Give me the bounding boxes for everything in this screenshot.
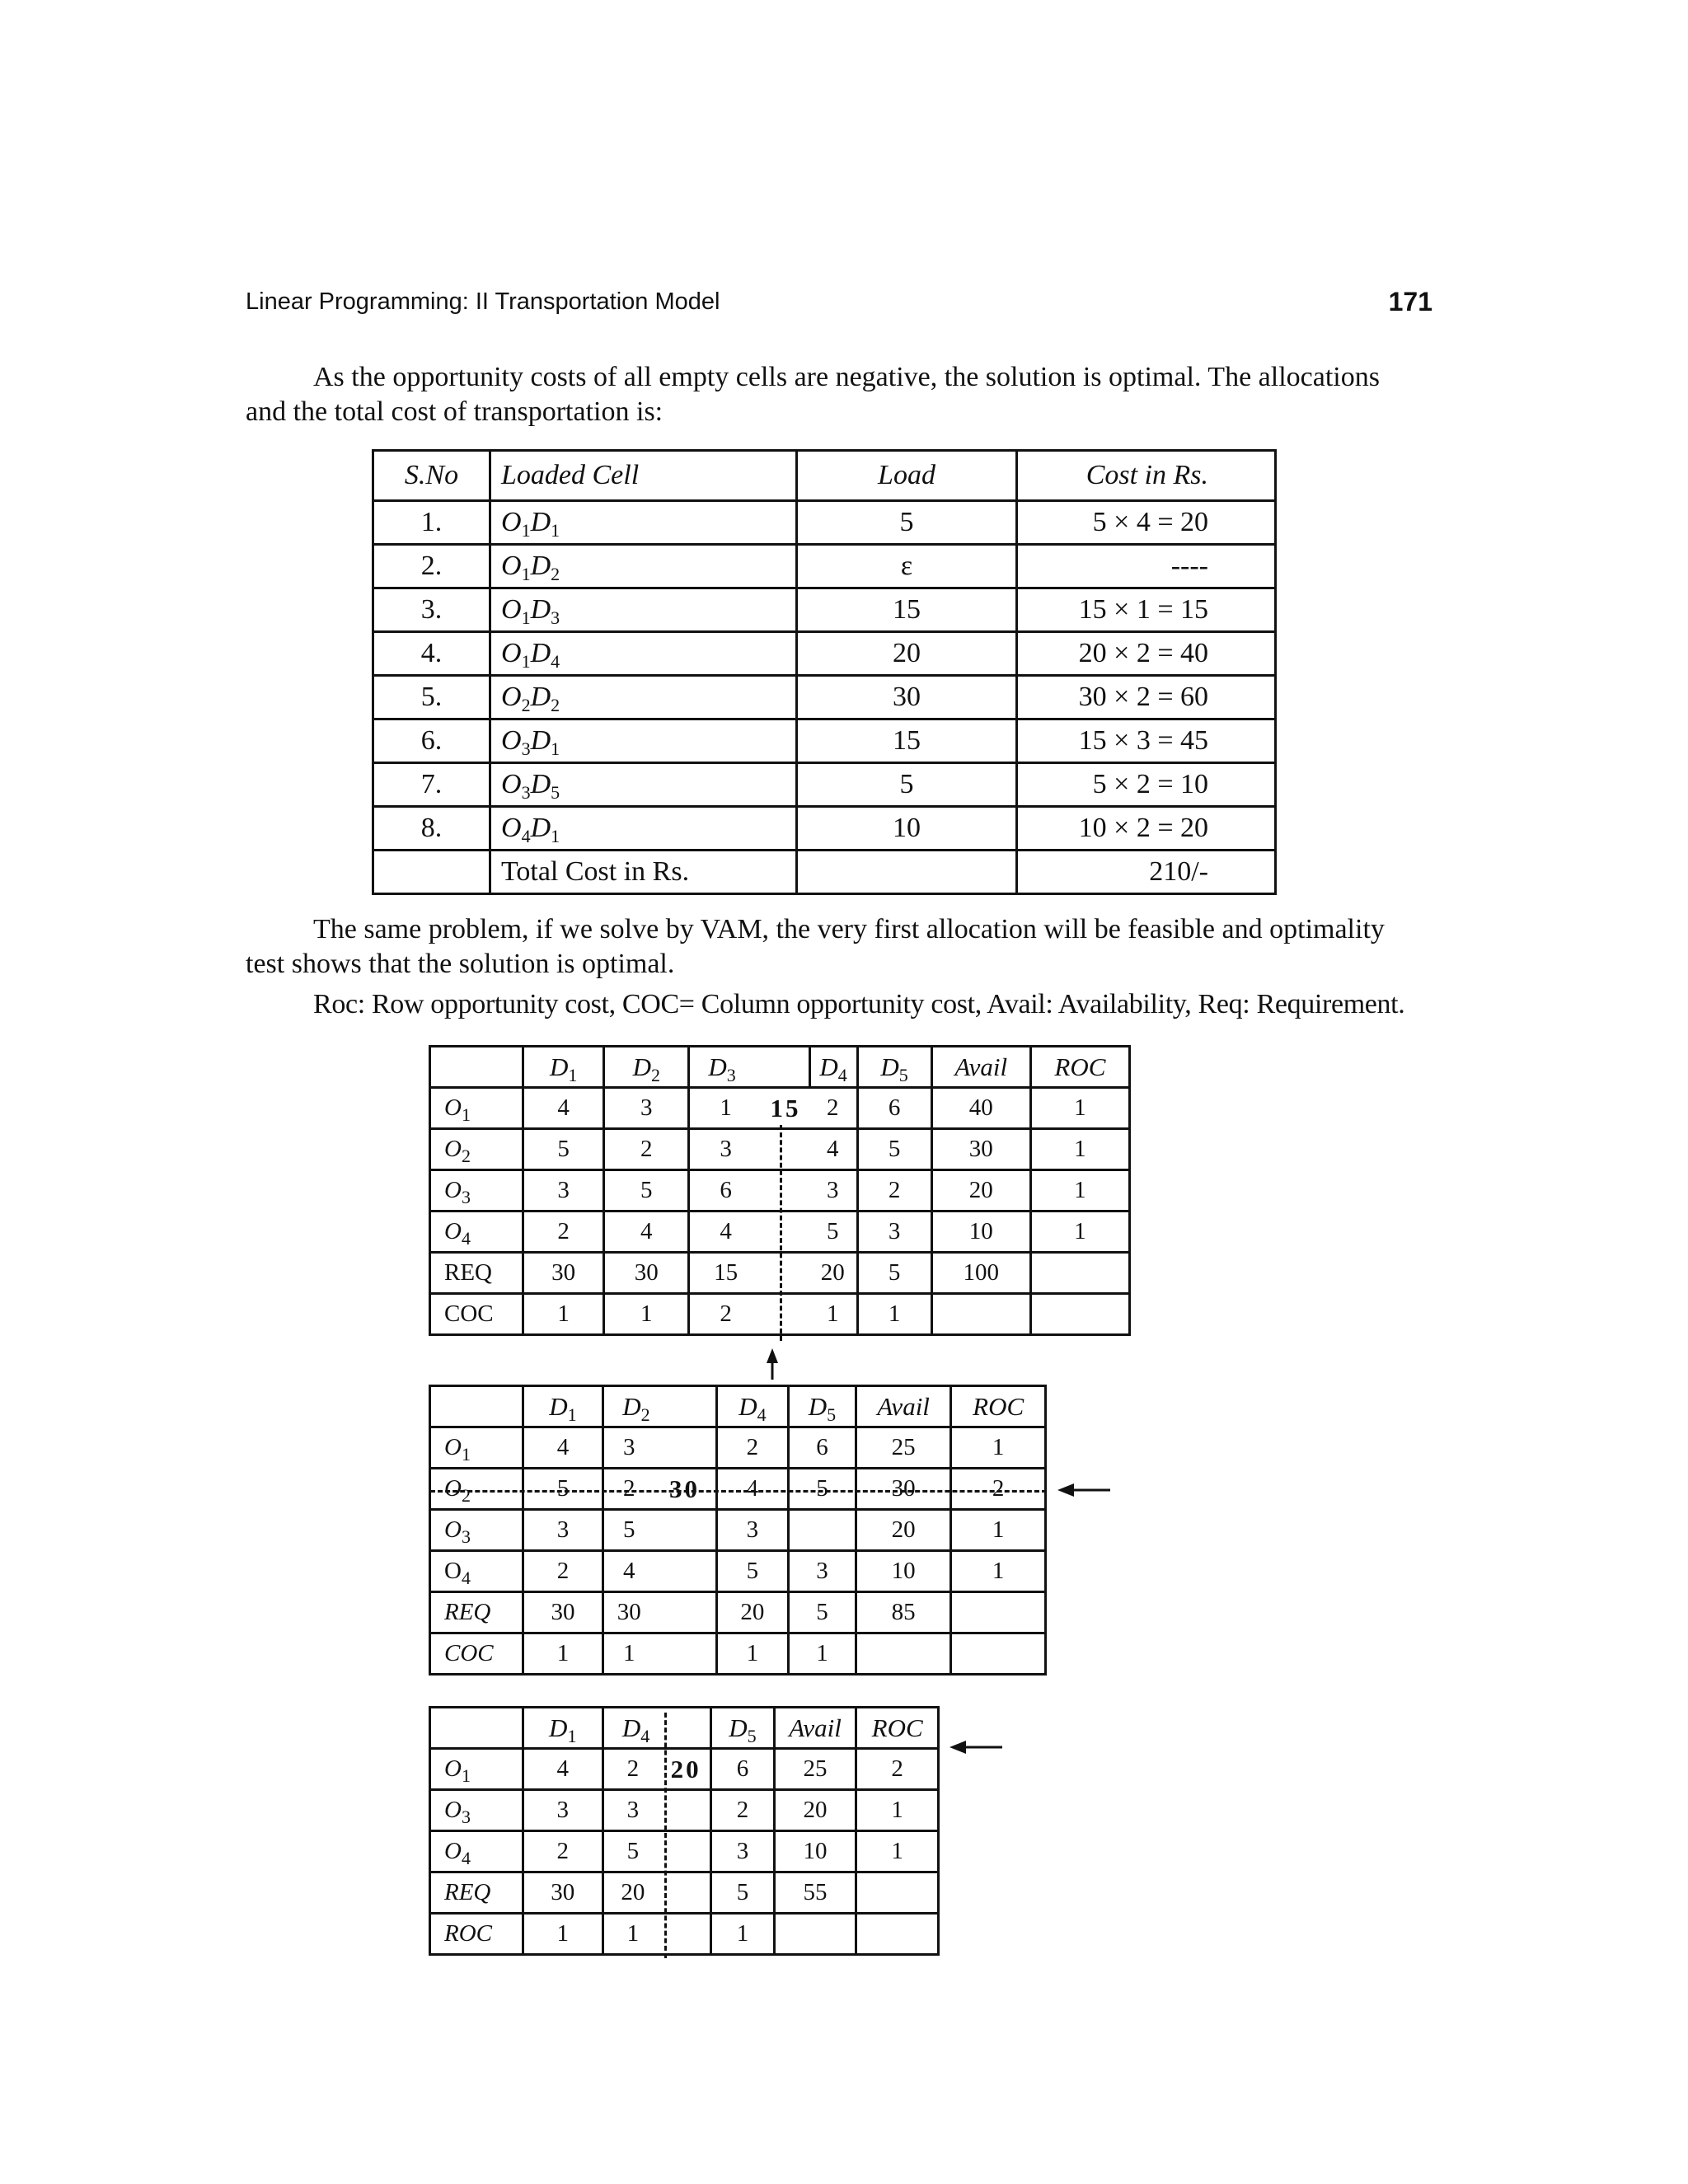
vam2-col-avail: Avail [856,1386,951,1427]
vam2-header-row [430,1386,1046,1427]
vam2-coc-row-cell: 1 [523,1633,603,1675]
vam2-alloc-empty [654,1551,716,1592]
vam3-col-roc: ROC [856,1708,939,1749]
vam1-cell-d5: 3 [857,1212,931,1253]
vam1-req-row-cell: 100 [931,1253,1030,1294]
vam1-cell-d5: 5 [857,1129,931,1170]
vam1-row-label: $O_4$ [430,1212,523,1253]
vam2-coc-row-cell [951,1633,1046,1675]
allocation-summary-table [372,449,1277,895]
vam2-cell-d2: 2 [603,1469,654,1510]
vam2-req-row [430,1592,1046,1633]
vam2-coc-row [430,1633,1046,1675]
vam3-cell-avail: 20 [774,1790,856,1831]
vam1-cell-d5: 2 [857,1170,931,1212]
vam2-req-row-cell: 30 [603,1592,654,1633]
vam2-coc-row-cell: 1 [716,1633,789,1675]
vam1-cell-d3: 6 [689,1170,762,1212]
summary-loaded-cell: $O_1D_2$ [490,545,797,588]
summary-sno: 8. [373,807,490,851]
vam3-cell-d4: 3 [603,1790,662,1831]
vam2-cell-d4: 4 [716,1469,789,1510]
vam3-cell-d5: 6 [711,1749,775,1790]
vam1-cell-d3: 4 [689,1212,762,1253]
vam1-row-label: $O_3$ [430,1170,523,1212]
vam1-row-label: $O_1$ [430,1088,523,1129]
summary-load: 5 [797,763,1017,807]
total-label: Total Cost in Rs. [490,851,797,894]
vam1-corner [430,1047,523,1088]
vam1-coc-row-cell: 1 [523,1294,604,1335]
vam3-req-row-cell [856,1872,939,1914]
vam2-coc-row-gap [654,1633,716,1675]
summary-sno: 7. [373,763,490,807]
summary-loaded-cell: $O_4D_1$ [490,807,797,851]
vam1-coc-row-cell: 1 [604,1294,689,1335]
summary-load: 5 [797,501,1017,545]
vam2-row [430,1551,1046,1592]
page-number: 171 [1388,287,1432,316]
vam3-col-d1: $D_1$ [523,1708,603,1749]
summary-cost: 10 × 2 = 20 [1017,807,1276,851]
vam3-req-row-cell: 55 [774,1872,856,1914]
vam3-cell-d1: 3 [523,1790,603,1831]
vam1-column-strike-line [780,1125,782,1341]
summary-header-row [373,451,1276,501]
vam2-cell-d1: 3 [523,1510,603,1551]
vam1-cell-avail: 30 [931,1129,1030,1170]
vam2-row-label: $O_2$ [430,1469,523,1510]
vam3-allocation: 20 [662,1749,711,1790]
vam2-req-row-cell: 85 [856,1592,951,1633]
vam1-cell-d2: 4 [604,1212,689,1253]
vam2-cell-d2: 4 [603,1551,654,1592]
summary-cost: 15 × 1 = 15 [1017,588,1276,632]
vam3-row-label: $O_1$ [430,1749,523,1790]
vam2-allocation: 30 [654,1469,716,1510]
vam2-col-roc: ROC [951,1386,1046,1427]
vam1-coc-row-cell: 1 [857,1294,931,1335]
vam3-roc-row-gap [662,1914,711,1955]
vam2-cell-avail: 30 [856,1469,951,1510]
vam2-req-row-cell: 20 [716,1592,789,1633]
vam3-cell-d1: 4 [523,1749,603,1790]
vam1-coc-row-gap [762,1294,809,1335]
vam2-row-label: $O_4$ [430,1551,523,1592]
vam3-cell-roc: 2 [856,1749,939,1790]
vam2-coc-row-label: COC [430,1633,523,1675]
vam3-cell-avail: 25 [774,1749,856,1790]
vam1-req-row-cell: 5 [857,1253,931,1294]
vam3-col-d5: $D_5$ [711,1708,775,1749]
vam1-col-d4: $D_4$ [809,1047,857,1088]
vam2-col-d2: $D_2$ [603,1386,716,1427]
vam1-cell-d5: 6 [857,1088,931,1129]
abbreviations-line: Roc: Row opportunity cost, COC= Column opportunity cost, Avail: Availability, Req: Requirement. [313,989,1405,1019]
summary-cost: 30 × 2 = 60 [1017,676,1276,719]
vam1-cell-d2: 3 [604,1088,689,1129]
left-arrow-icon [1057,1480,1112,1500]
vam2-cell-roc: 1 [951,1510,1046,1551]
vam3-cell-d5: 3 [711,1831,775,1872]
summary-cost: 5 × 4 = 20 [1017,501,1276,545]
summary-row [373,763,1276,807]
vam2-cell-avail: 10 [856,1551,951,1592]
intro-line-1: As the opportunity costs of all empty cells are negative, the solution is optimal. The allocations [313,362,1380,392]
vam1-cell-roc: 1 [1030,1170,1129,1212]
vam3-row [430,1749,939,1790]
header-sno: S.No [373,451,490,501]
vam2-row [430,1427,1046,1469]
summary-load: 15 [797,588,1017,632]
vam2-coc-row-cell [856,1633,951,1675]
vam3-roc-row-cell [774,1914,856,1955]
vam1-cell-d4: 2 [809,1088,857,1129]
vam3-corner [430,1708,523,1749]
vam3-alloc-empty [662,1790,711,1831]
vam1-col-d3: $D_3$ [689,1047,809,1088]
vam1-cell-roc: 1 [1030,1212,1129,1253]
vam2-corner [430,1386,523,1427]
total-sno-empty [373,851,490,894]
vam2-cell-d5: 3 [789,1551,856,1592]
summary-row [373,676,1276,719]
vam-line-2: test shows that the solution is optimal. [246,949,675,979]
vam1-coc-row-cell: 2 [689,1294,762,1335]
vam3-roc-row-cell: 1 [711,1914,775,1955]
vam2-col-d5: $D_5$ [789,1386,856,1427]
summary-cost: 20 × 2 = 40 [1017,632,1276,676]
summary-load: 15 [797,719,1017,763]
vam1-req-row-cell: 15 [689,1253,762,1294]
total-load-empty [797,851,1017,894]
vam1-alloc-empty [762,1129,809,1170]
summary-loaded-cell: $O_2D_2$ [490,676,797,719]
vam2-req-row-cell [951,1592,1046,1633]
vam1-cell-d2: 5 [604,1170,689,1212]
vam2-cell-d1: 2 [523,1551,603,1592]
summary-row [373,807,1276,851]
vam1-col-d1: $D_1$ [523,1047,604,1088]
vam2-row-strike-line [430,1490,1047,1493]
vam1-row-label: $O_2$ [430,1129,523,1170]
vam1-alloc-empty [762,1170,809,1212]
intro-paragraph [246,360,1432,429]
vam2-req-row-cell: 5 [789,1592,856,1633]
vam2-col-d1: $D_1$ [523,1386,603,1427]
summary-sno: 1. [373,501,490,545]
vam1-cell-d3: 3 [689,1129,762,1170]
vam2-cell-d5: 5 [789,1469,856,1510]
summary-row [373,501,1276,545]
vam1-header-row [430,1047,1130,1088]
vam1-alloc-empty [762,1212,809,1253]
vam1-cell-avail: 40 [931,1088,1030,1129]
vam2-cell-avail: 20 [856,1510,951,1551]
vam1-req-row-cell [1030,1253,1129,1294]
left-arrow-icon [950,1737,1004,1757]
vam2-cell-roc: 2 [951,1469,1046,1510]
summary-sno: 4. [373,632,490,676]
summary-row [373,719,1276,763]
vam1-col-d5: $D_5$ [857,1047,931,1088]
vam3-header-row [430,1708,939,1749]
vam2-req-row-gap [654,1592,716,1633]
vam-table-3 [429,1706,940,1956]
vam1-cell-avail: 20 [931,1170,1030,1212]
vam3-roc-row-cell: 1 [603,1914,662,1955]
vam3-req-row-cell: 30 [523,1872,603,1914]
vam1-cell-d2: 2 [604,1129,689,1170]
summary-row [373,588,1276,632]
summary-sno: 6. [373,719,490,763]
vam3-cell-roc: 1 [856,1831,939,1872]
vam1-req-row-cell: 20 [809,1253,857,1294]
vam1-cell-d3: 1 [689,1088,762,1129]
vam3-col-avail: Avail [774,1708,856,1749]
vam2-row [430,1510,1046,1551]
vam1-cell-d4: 4 [809,1129,857,1170]
summary-sno: 5. [373,676,490,719]
vam3-cell-d5: 2 [711,1790,775,1831]
vam1-cell-d1: 5 [523,1129,604,1170]
vam3-column-strike-line [664,1713,667,1958]
summary-loaded-cell: $O_1D_1$ [490,501,797,545]
vam1-coc-row-cell [931,1294,1030,1335]
vam3-roc-row-cell: 1 [523,1914,603,1955]
vam-paragraph [246,912,1432,982]
vam1-col-avail: Avail [931,1047,1030,1088]
vam3-roc-row [430,1914,939,1955]
summary-sno: 3. [373,588,490,632]
summary-load: ε [797,545,1017,588]
summary-loaded-cell: $O_3D_5$ [490,763,797,807]
vam3-req-row-gap [662,1872,711,1914]
vam3-row [430,1790,939,1831]
vam-line-1: The same problem, if we solve by VAM, the very first allocation will be feasible and optimality [313,914,1385,944]
total-value: 210/- [1017,851,1276,894]
summary-total-row [373,851,1276,894]
summary-load: 30 [797,676,1017,719]
summary-loaded-cell: $O_1D_4$ [490,632,797,676]
vam2-col-d4: $D_4$ [716,1386,789,1427]
summary-row [373,545,1276,588]
summary-row [373,632,1276,676]
vam3-col-d4: $D_4$ [603,1708,710,1749]
vam3-roc-row-label: ROC [430,1914,523,1955]
vam1-coc-row-cell [1030,1294,1129,1335]
vam1-cell-d4: 5 [809,1212,857,1253]
vam2-cell-d5: 6 [789,1427,856,1469]
vam2-cell-d2: 3 [603,1427,654,1469]
vam2-cell-avail: 25 [856,1427,951,1469]
vam2-cell-roc: 1 [951,1427,1046,1469]
vam1-cell-d1: 4 [523,1088,604,1129]
vam2-cell-d4: 2 [716,1427,789,1469]
vam2-cell-d2: 5 [603,1510,654,1551]
summary-cost: ---- [1017,545,1276,588]
summary-loaded-cell: $O_3D_1$ [490,719,797,763]
vam3-cell-d4: 5 [603,1831,662,1872]
vam2-coc-row-cell: 1 [603,1633,654,1675]
summary-loaded-cell: $O_1D_3$ [490,588,797,632]
vam1-req-row-cell: 30 [604,1253,689,1294]
vam2-row-label: $O_3$ [430,1510,523,1551]
intro-line-2: and the total cost of transportation is: [246,396,663,427]
summary-load: 10 [797,807,1017,851]
vam2-coc-row-cell: 1 [789,1633,856,1675]
vam2-row [430,1469,1046,1510]
vam3-req-row-cell: 20 [603,1872,662,1914]
vam2-cell-d4: 3 [716,1510,789,1551]
vam1-cell-avail: 10 [931,1212,1030,1253]
vam1-cell-roc: 1 [1030,1129,1129,1170]
vam-table-2 [429,1385,1047,1675]
vam1-req-row-cell: 30 [523,1253,604,1294]
vam2-cell-roc: 1 [951,1551,1046,1592]
vam2-alloc-empty [654,1427,716,1469]
summary-cost: 5 × 2 = 10 [1017,763,1276,807]
vam3-cell-avail: 10 [774,1831,856,1872]
vam3-cell-roc: 1 [856,1790,939,1831]
vam1-row [430,1088,1130,1129]
header-loaded-cell: Loaded Cell [490,451,797,501]
header-cost: Cost in Rs. [1017,451,1276,501]
summary-sno: 2. [373,545,490,588]
vam3-alloc-empty [662,1831,711,1872]
vam2-req-row-cell: 30 [523,1592,603,1633]
vam2-cell-d1: 5 [523,1469,603,1510]
vam3-req-row-label: REQ [430,1872,523,1914]
vam1-allocation: 15 [762,1088,809,1129]
vam3-cell-d4: 2 [603,1749,662,1790]
vam2-cell-d4: 5 [716,1551,789,1592]
summary-load: 20 [797,632,1017,676]
running-header-title: Linear Programming: II Transportation Model [246,288,720,315]
vam1-col-roc: ROC [1030,1047,1129,1088]
summary-cost: 15 × 3 = 45 [1017,719,1276,763]
vam2-alloc-empty [654,1510,716,1551]
vam3-cell-d1: 2 [523,1831,603,1872]
vam2-row-label: $O_1$ [430,1427,523,1469]
vam3-roc-row-cell [856,1914,939,1955]
vam2-cell-d5 [789,1510,856,1551]
vam3-req-row [430,1872,939,1914]
vam1-col-d2: $D_2$ [604,1047,689,1088]
vam1-cell-d1: 2 [523,1212,604,1253]
vam3-row-label: $O_4$ [430,1831,523,1872]
up-arrow-icon [760,1348,785,1381]
vam1-coc-row-label: COC [430,1294,523,1335]
vam3-row [430,1831,939,1872]
vam2-cell-d1: 4 [523,1427,603,1469]
vam3-row-label: $O_3$ [430,1790,523,1831]
vam1-cell-d1: 3 [523,1170,604,1212]
vam1-coc-row-cell: 1 [809,1294,857,1335]
vam1-req-row-gap [762,1253,809,1294]
vam1-cell-roc: 1 [1030,1088,1129,1129]
header-load: Load [797,451,1017,501]
vam1-req-row-label: REQ [430,1253,523,1294]
vam3-req-row-cell: 5 [711,1872,775,1914]
vam2-req-row-label: REQ [430,1592,523,1633]
vam1-cell-d4: 3 [809,1170,857,1212]
